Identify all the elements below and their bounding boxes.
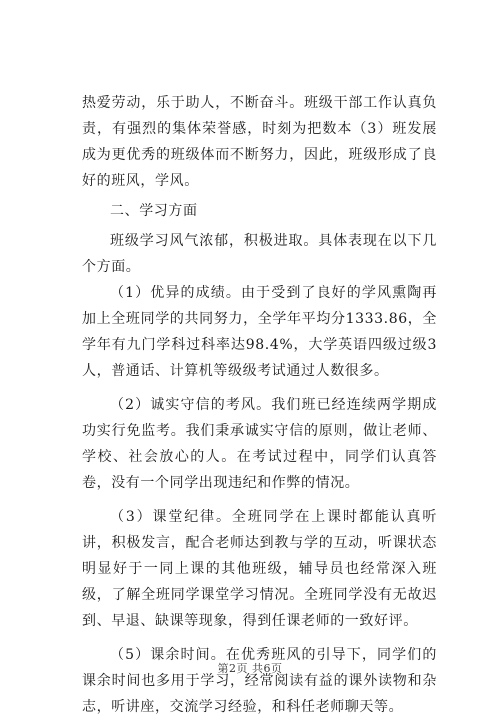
- section-heading-study: 二、学习方面: [110, 203, 198, 219]
- page-number-footer: 第2页 共6页: [217, 662, 283, 675]
- paragraph-grades: （1）优异的成绩。由于受到了良好的学风熏陶再加上全班同学的共同努力，全学年平均分1333.86，全学年有九门学科过科率达98.4%，大学英语四级过级3人，普通话、计算机等级级考试通过人数很多。: [82, 285, 437, 379]
- paragraph-study-intro: 班级学习风气浓郁，积极进取。具体表现在以下几个方面。: [82, 233, 437, 275]
- paragraph-classroom-discipline: （3）课堂纪律。全班同学在上课时都能认真听讲，积极发言，配合老师达到教与学的互动，听课状态明显好于一同上课的其他班级，辅导员也经常深入班级，了解全班同学课堂学习情况。全班同学没有无故迟到、早退、缺课等现象，得到任课老师的一致好评。: [82, 509, 437, 629]
- paragraph-exam-honesty: （2）诚实守信的考风。我们班已经连续两学期成功实行免监考。我们秉承诚实守信的原则，做让老师、学校、社会放心的人。在考试过程中，同学们认真答卷，没有一个同学出现违纪和作弊的情况。: [82, 397, 437, 491]
- paragraph-class-spirit-continued: 热爱劳动，乐于助人，不断奋斗。班级干部工作认真负责，有强烈的集体荣誉感，时刻为把数本（3）班发展成为更优秀的班级体而不断努力，因此，班级形成了良好的班风，学风。: [82, 95, 437, 189]
- paragraph-spare-time: （5）课余时间。在优秀班风的引导下，同学们的课余时间也多用于学习，经常阅读有益的课外读物和杂志，听讲座，交流学习经验，和科任老师聊天等。: [82, 647, 437, 715]
- document-body: [82, 90, 437, 720]
